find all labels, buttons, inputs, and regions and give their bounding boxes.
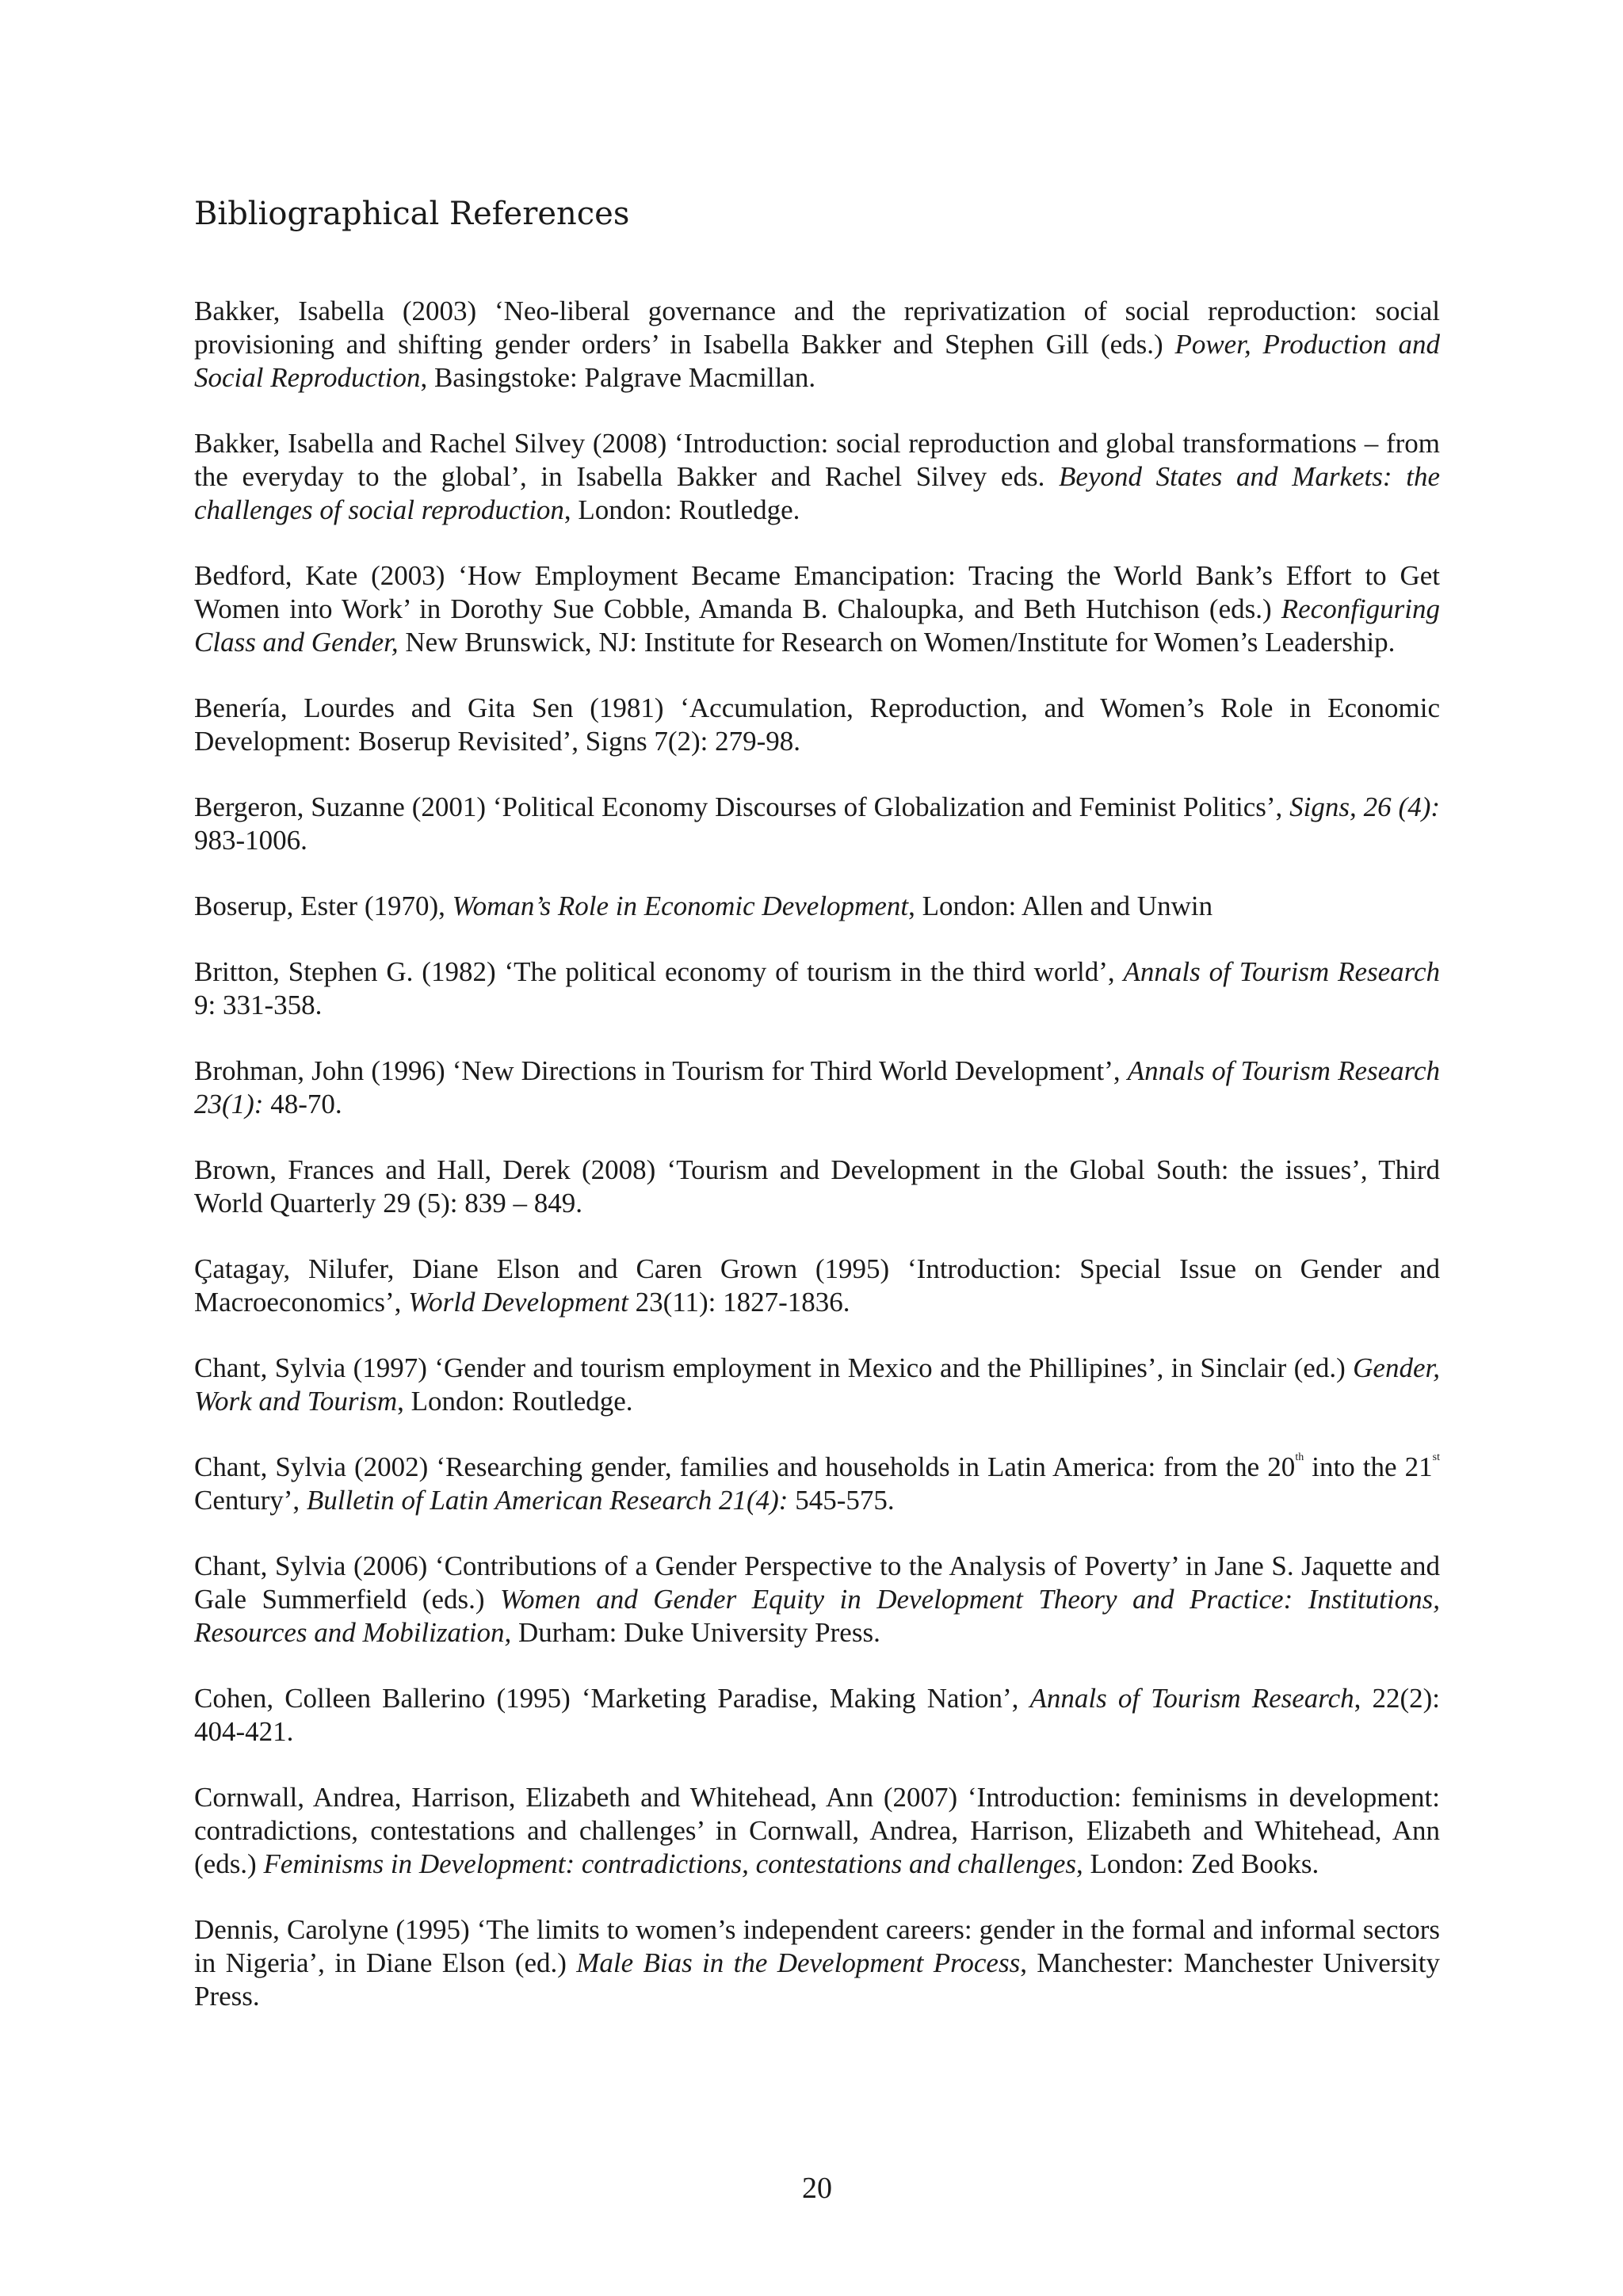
reference-text: Britton, Stephen G. (1982) ‘The political economy of tourism in the third world’, <box>194 956 1124 987</box>
reference-text: Boserup, Ester (1970), <box>194 891 453 921</box>
reference-text: Benería, Lourdes and Gita Sen (1981) ‘Accumulation, Reproduction, and Women’s Role in Economic Development: Boserup Revisited’, Signs 7(2): 279-98. <box>194 692 1440 757</box>
reference-entry <box>194 1451 1440 1517</box>
reference-text: , 22(2): 404-421. <box>194 1683 1441 1747</box>
reference-entry <box>194 955 1440 1022</box>
reference-title: World Development <box>408 1287 628 1318</box>
reference-entry <box>194 1154 1440 1220</box>
reference-text: Durham: Duke University Press. <box>511 1617 880 1648</box>
reference-text: 983-1006. <box>194 825 307 856</box>
reference-text: , London: Zed Books. <box>1075 1848 1319 1879</box>
reference-entry <box>194 1913 1440 2013</box>
reference-entry <box>194 890 1440 923</box>
reference-text: Chant, Sylvia (1997) ‘Gender and tourism employment in Mexico and the Phillipines’, in Sinclair (ed.) <box>194 1352 1354 1383</box>
reference-title: Annals of Tourism Research <box>1123 956 1440 987</box>
reference-text: , Manchester: Manchester University Press. <box>194 1947 1440 2012</box>
reference-text: Cohen, Colleen Ballerino (1995) ‘Marketing Paradise, Making Nation’, <box>194 1683 1030 1714</box>
reference-entry <box>194 1352 1440 1418</box>
reference-entry <box>194 1055 1440 1121</box>
reference-text: Chant, Sylvia (2002) ‘Researching gender, families and households in Latin America: from the 20 <box>194 1451 1296 1482</box>
reference-title: Bulletin of Latin American Research 21(4): <box>306 1485 789 1516</box>
superscript: st <box>1432 1451 1440 1463</box>
page-title: Bibliographical References <box>194 196 630 232</box>
reference-text: , London: Allen and Unwin <box>908 891 1213 921</box>
reference-entry <box>194 1682 1440 1749</box>
reference-title: Feminisms in Development: contradictions, contestations and challenges <box>263 1848 1076 1879</box>
reference-text: Çatagay, Nilufer, Diane Elson and Caren Grown (1995) ‘Introduction: Special Issue on Gender and Macroeconomics’, <box>194 1253 1440 1318</box>
reference-text: 48-70. <box>263 1089 342 1119</box>
reference-entry <box>194 427 1440 527</box>
reference-text: Chant, Sylvia (2006) ‘Contributions of a Gender Perspective to the Analysis of Poverty’ in Jane S. Jaquette and Gale Summerfield (eds.) <box>194 1550 1440 1615</box>
reference-entry <box>194 1550 1440 1650</box>
reference-entry <box>194 1253 1440 1319</box>
reference-text: , London: Routledge. <box>563 494 800 525</box>
reference-entry <box>194 559 1440 659</box>
reference-title: Power, Production and Social Reproduction <box>194 329 1441 393</box>
reference-title: Beyond States and Markets: the challenges of social reproduction <box>194 461 1441 525</box>
reference-text: 545-575. <box>788 1485 895 1516</box>
reference-title: Woman’s Role in Economic Development <box>452 891 909 921</box>
reference-text: Brohman, John (1996) ‘New Directions in Tourism for Third World Development’, <box>194 1055 1128 1086</box>
reference-title: Gender, Work and Tourism <box>194 1352 1440 1417</box>
reference-list <box>194 295 1440 2046</box>
reference-text: Bergeron, Suzanne (2001) ‘Political Economy Discourses of Globalization and Feminist Politics’, <box>194 791 1290 822</box>
reference-entry <box>194 295 1440 395</box>
page-number: 20 <box>802 2172 832 2205</box>
reference-text: , Basingstoke: Palgrave Macmillan. <box>420 362 816 393</box>
reference-text: Bakker, Isabella and Rachel Silvey (2008) ‘Introduction: social reproduction and global transformations – from the everyday to the global’, in Isabella Bakker and Rachel Silvey eds. <box>194 428 1440 492</box>
reference-text: into the 21 <box>1304 1451 1433 1482</box>
reference-text: Cornwall, Andrea, Harrison, Elizabeth and Whitehead, Ann (2007) ‘Introduction: feminisms in development: contradictions, contestations and challenges’ in Cornwall, Andrea, Harrison, Elizabeth and Whitehead, Ann (eds.) <box>194 1782 1440 1879</box>
reference-text: Bedford, Kate (2003) ‘How Employment Became Emancipation: Tracing the World Bank’s Effort to Get Women into Work’ in Dorothy Sue Cobble, Amanda B. Chaloupka, and Beth Hutchison (eds.) <box>194 560 1440 624</box>
reference-entry <box>194 692 1440 758</box>
reference-text: , London: Routledge. <box>397 1386 633 1417</box>
reference-entry <box>194 1781 1440 1881</box>
reference-title: Reconfiguring Class and Gender, <box>194 593 1440 658</box>
reference-title: Annals of Tourism Research <box>1029 1683 1354 1714</box>
reference-entry <box>194 791 1440 857</box>
reference-title: Annals of Tourism Research 23(1): <box>194 1055 1440 1119</box>
reference-text: Bakker, Isabella (2003) ‘Neo-liberal governance and the reprivatization of social reproduction: social provisioning and shifting gender orders’ in Isabella Bakker and Stephen Gill (eds.) <box>194 296 1440 360</box>
reference-text: Century’, <box>194 1485 307 1516</box>
reference-text: Brown, Frances and Hall, Derek (2008) ‘Tourism and Development in the Global South: the issues’, Third World Quarterly 29 (5): 839 – 849. <box>194 1154 1440 1219</box>
reference-text: New Brunswick, NJ: Institute for Research on Women/Institute for Women’s Leadership. <box>398 627 1396 658</box>
reference-text: 23(11): 1827-1836. <box>628 1287 850 1318</box>
superscript: th <box>1295 1451 1304 1463</box>
reference-title: Signs, 26 (4): <box>1289 791 1441 822</box>
document-page <box>194 0 1440 2296</box>
reference-text: 9: 331-358. <box>194 990 323 1020</box>
reference-title: Male Bias in the Development Process <box>576 1947 1021 1978</box>
reference-text: Dennis, Carolyne (1995) ‘The limits to women’s independent careers: gender in the formal and informal sectors in Nigeria’, in Diane Elson (ed.) <box>194 1914 1440 1978</box>
reference-title: Women and Gender Equity in Development Theory and Practice: Institutions, Resources and Mobilization, <box>194 1584 1440 1648</box>
